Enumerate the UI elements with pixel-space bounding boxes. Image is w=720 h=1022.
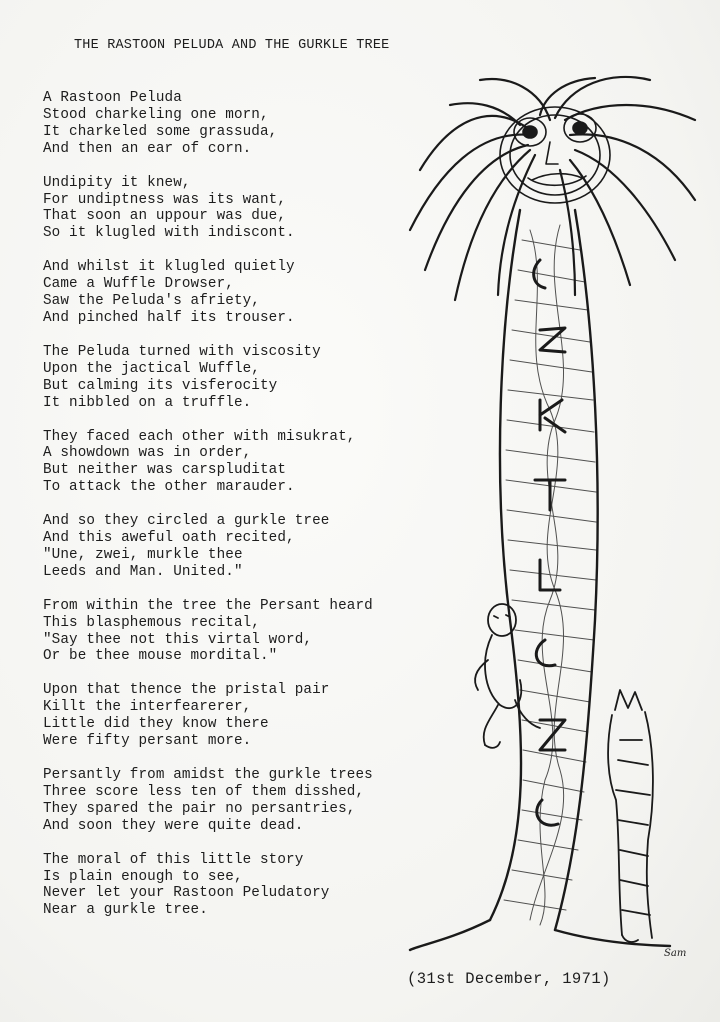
poem-line: It charkeled some grassuda, [43, 123, 278, 140]
trunk-markings [534, 260, 565, 825]
poem-line: Upon that thence the pristal pair [43, 682, 330, 699]
poem-line: Upon the jactical Wuffle, [43, 360, 260, 377]
poem-title: THE RASTOON PELUDA AND THE GURKLE TREE [74, 38, 390, 53]
tree-fronds [410, 77, 695, 300]
sitting-creature [608, 690, 653, 942]
poem-line: For undiptness was its want, [43, 191, 287, 208]
poem-line: Little did they know there [43, 716, 269, 733]
poem-line: And so they circled a gurkle tree [43, 513, 330, 530]
poem-line: That soon an uppour was due, [43, 208, 287, 225]
poem-line: Were fifty persant more. [43, 733, 252, 750]
poem-line: Never let your Rastoon Peludatory [43, 885, 330, 902]
poem-line: This blasphemous recital, [43, 614, 260, 631]
poem-line: Undipity it knew, [43, 174, 191, 191]
poem-line: A Rastoon Peluda [43, 90, 182, 106]
poem-line: And soon they were quite dead. [43, 817, 304, 834]
tree-head [500, 107, 610, 203]
poem-line: They spared the pair no persantries, [43, 800, 356, 817]
poem-line: Leeds and Man. United." [43, 563, 243, 580]
climbing-creature [475, 604, 540, 748]
poem-line: A showdown was in order, [43, 445, 252, 462]
poem-line: Is plain enough to see, [43, 868, 243, 885]
poem-line: Came a Wuffle Drowser, [43, 276, 234, 293]
poem-line: "Say thee not this virtal word, [43, 631, 313, 648]
poem-line: From within the tree the Persant heard [43, 597, 373, 614]
poem-line: And pinched half its trouser. [43, 309, 295, 326]
poem-line: Saw the Peluda's afriety, [43, 293, 260, 310]
poem-line: "Une, zwei, murkle thee [43, 546, 243, 563]
poem-line: They faced each other with misukrat, [43, 428, 356, 445]
poem-line: Persantly from amidst the gurkle trees [43, 767, 373, 783]
artist-signature: Sam [664, 948, 687, 959]
poem-line: The moral of this little story [43, 851, 304, 868]
poem-line: Killt the interfearerer, [43, 699, 252, 716]
poem-line: So it klugled with indiscont. [43, 225, 295, 242]
poem-line: But calming its visferocity [43, 377, 278, 394]
poem-line: Near a gurkle tree. [43, 902, 208, 919]
poem-line: And whilst it klugled quietly [43, 259, 295, 276]
poem-line: The Peluda turned with viscosity [43, 343, 321, 360]
poem-line: But neither was carspluditat [43, 462, 287, 479]
poem-line: And then an ear of corn. [43, 140, 252, 157]
poem-line: Or be thee mouse mordital." [43, 648, 278, 665]
poem-line: Three score less ten of them disshed, [43, 783, 365, 800]
poem-line: To attack the other marauder. [43, 479, 295, 496]
poem-line: Stood charkeling one morn, [43, 106, 269, 123]
gurkle-tree-illustration [380, 60, 710, 960]
poem-line: And this aweful oath recited, [43, 530, 295, 547]
poem-line: It nibbled on a truffle. [43, 394, 252, 411]
composition-date: (31st December, 1971) [407, 970, 611, 988]
